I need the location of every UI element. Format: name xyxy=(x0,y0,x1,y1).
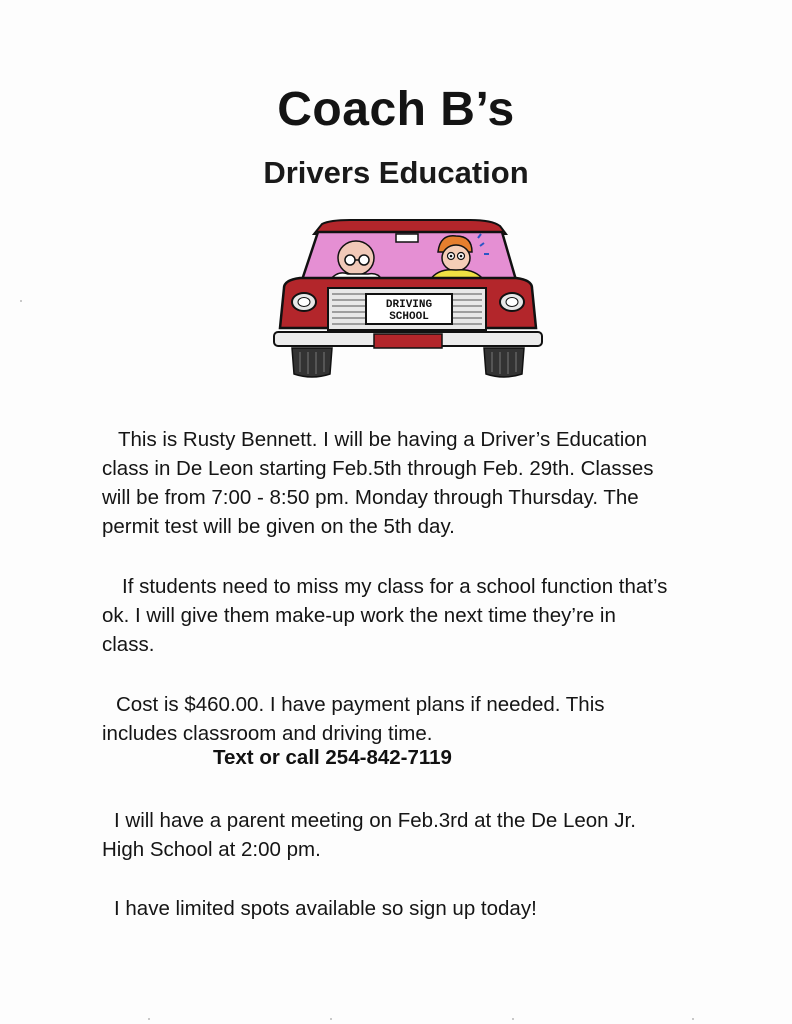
intro-line: class in De Leon starting Feb.5th through Feb. 29th. Classes xyxy=(102,457,654,480)
page-subtitle: Drivers Education xyxy=(263,155,529,190)
absence-line: class. xyxy=(102,633,155,656)
sign-text-line1: DRIVING xyxy=(385,299,433,311)
cost-line: Cost is $460.00. I have payment plans if needed. This xyxy=(116,693,605,716)
car-cartoon-icon xyxy=(270,218,546,382)
meeting-line: High School at 2:00 pm. xyxy=(102,838,321,861)
intro-line: This is Rusty Bennett. I will be having a Driver’s Education xyxy=(118,428,648,451)
scan-speck xyxy=(692,1018,694,1020)
closing-paragraph xyxy=(102,894,722,923)
meeting-paragraph xyxy=(102,806,722,864)
scan-speck xyxy=(330,1018,332,1020)
meeting-line: I will have a parent meeting on Feb.3rd at the De Leon Jr. xyxy=(114,809,636,832)
absence-paragraph xyxy=(102,572,722,659)
intro-paragraph xyxy=(102,425,722,541)
closing-line: I have limited spots available so sign up today! xyxy=(114,897,537,920)
page-title: Coach B’s xyxy=(277,83,515,136)
contact-phone: Text or call 254-842-7119 xyxy=(213,746,452,769)
scan-speck xyxy=(20,300,22,302)
cost-line: includes classroom and driving time. xyxy=(102,722,433,745)
scan-speck xyxy=(512,1018,514,1020)
absence-line: ok. I will give them make-up work the next time they’re in xyxy=(102,604,616,627)
intro-line: permit test will be given on the 5th day. xyxy=(102,515,455,538)
absence-line: If students need to miss my class for a school function that’s xyxy=(122,575,668,598)
intro-line: will be from 7:00 - 8:50 pm. Monday through Thursday. The xyxy=(102,486,639,509)
sign-text-line2: SCHOOL xyxy=(389,311,429,323)
cost-paragraph xyxy=(102,690,722,748)
scan-speck xyxy=(148,1018,150,1020)
